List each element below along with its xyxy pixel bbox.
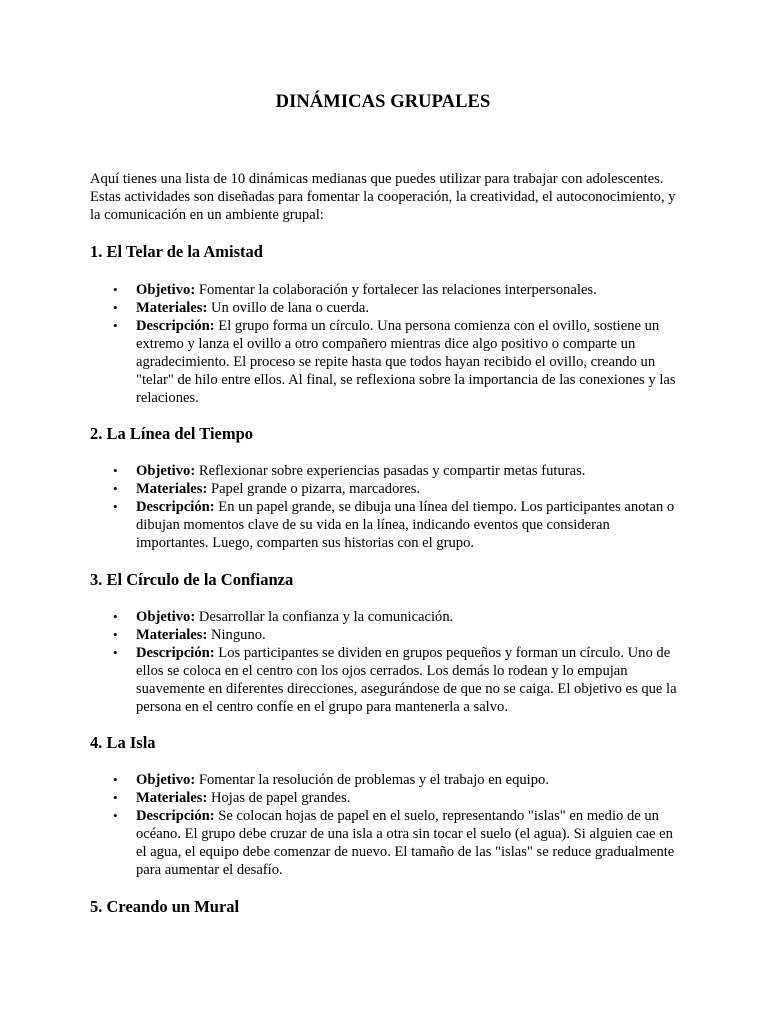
item-text: Hojas de papel grandes.	[207, 790, 351, 806]
item-label: Objetivo:	[136, 463, 196, 479]
bullet-icon: •	[113, 790, 118, 805]
list-item-materiales	[113, 480, 681, 498]
list-item-objetivo	[113, 281, 681, 299]
list-item-materiales	[113, 626, 681, 644]
list-item-objetivo	[113, 462, 681, 480]
item-text: Fomentar la resolución de problemas y el trabajo en equipo.	[195, 772, 549, 788]
item-label: Materiales:	[136, 481, 208, 497]
bullet-icon: •	[113, 481, 118, 496]
item-text: En un papel grande, se dibuja una línea del tiempo. Los participantes anotan o dibujan momentos clave de su vida en la línea, indicando eventos que consideran importantes. Luego, comparten sus historias con el grupo.	[136, 499, 675, 551]
list-item-descripcion	[113, 317, 681, 407]
item-label: Materiales:	[136, 790, 208, 806]
bullet-icon: •	[113, 627, 118, 642]
list-item-descripcion	[113, 807, 681, 879]
item-text: Se colocan hojas de papel en el suelo, representando "islas" en medio de un océano. El grupo debe cruzar de una isla a otra sin tocar el suelo (el agua). Si alguien cae en el agua, el equipo debe comenzar de nuevo. El tamaño de las "islas" se reduce gradualmente para aumentar el desafío.	[136, 808, 675, 878]
item-text: Desarrollar la confianza y la comunicación.	[195, 609, 454, 625]
section-2-list	[113, 462, 681, 552]
list-item-objetivo	[113, 771, 681, 789]
item-label: Objetivo:	[136, 772, 196, 788]
item-label: Materiales:	[136, 627, 208, 643]
bullet-icon: •	[113, 463, 118, 478]
list-item-materiales	[113, 789, 681, 807]
item-label: Objetivo:	[136, 609, 196, 625]
item-label: Descripción:	[136, 645, 215, 661]
item-text: Ninguno.	[207, 627, 266, 643]
bullet-icon: •	[113, 808, 118, 823]
list-item-descripcion	[113, 644, 681, 716]
item-label: Descripción:	[136, 499, 215, 515]
section-heading-4: 4. La Isla	[90, 733, 156, 752]
section-4-list	[113, 771, 681, 879]
item-text: El grupo forma un círculo. Una persona comienza con el ovillo, sostiene un extremo y lanza el ovillo a otro compañero mientras dice algo positivo o comparte un agradecimiento. El proceso se repite hasta que todos hayan recibido el ovillo, creando un "telar" de hilo entre ellos. Al final, se reflexiona sobre la importancia de las conexiones y las relaciones.	[136, 318, 676, 406]
document-title: DINÁMICAS GRUPALES	[275, 92, 491, 112]
list-item-objetivo	[113, 608, 681, 626]
intro-paragraph: Aquí tienes una lista de 10 dinámicas medianas que puedes utilizar para trabajar con adolescentes. Estas actividades son diseñadas para fomentar la cooperación, la creatividad, el autoconocimiento, y la comunicación en un ambiente grupal:	[90, 171, 676, 223]
item-text: Reflexionar sobre experiencias pasadas y compartir metas futuras.	[195, 463, 586, 479]
item-label: Descripción:	[136, 318, 215, 334]
item-text: Papel grande o pizarra, marcadores.	[207, 481, 421, 497]
bullet-icon: •	[113, 318, 118, 333]
bullet-icon: •	[113, 609, 118, 624]
section-3-list	[113, 608, 681, 716]
item-text: Un ovillo de lana o cuerda.	[207, 300, 370, 316]
section-heading-5: 5. Creando un Mural	[90, 897, 240, 916]
bullet-icon: •	[113, 645, 118, 660]
bullet-icon: •	[113, 772, 118, 787]
section-heading-2: 2. La Línea del Tiempo	[90, 424, 254, 443]
section-1-list	[113, 281, 681, 407]
list-item-materiales	[113, 299, 681, 317]
list-item-descripcion	[113, 498, 681, 552]
bullet-icon: •	[113, 499, 118, 514]
bullet-icon: •	[113, 282, 118, 297]
bullet-icon: •	[113, 300, 118, 315]
item-label: Materiales:	[136, 300, 208, 316]
item-text: Los participantes se dividen en grupos pequeños y forman un círculo. Uno de ellos se coloca en el centro con los ojos cerrados. Los demás lo rodean y lo empujan suavemente en diferentes direcciones, asegurándose de que no se caiga. El objetivo es que la persona en el centro confíe en el grupo para mantenerla a salvo.	[136, 645, 677, 715]
item-label: Objetivo:	[136, 282, 196, 298]
item-text: Fomentar la colaboración y fortalecer las relaciones interpersonales.	[195, 282, 597, 298]
section-heading-1: 1. El Telar de la Amistad	[90, 242, 263, 261]
section-heading-3: 3. El Círculo de la Confianza	[90, 570, 294, 589]
item-label: Descripción:	[136, 808, 215, 824]
